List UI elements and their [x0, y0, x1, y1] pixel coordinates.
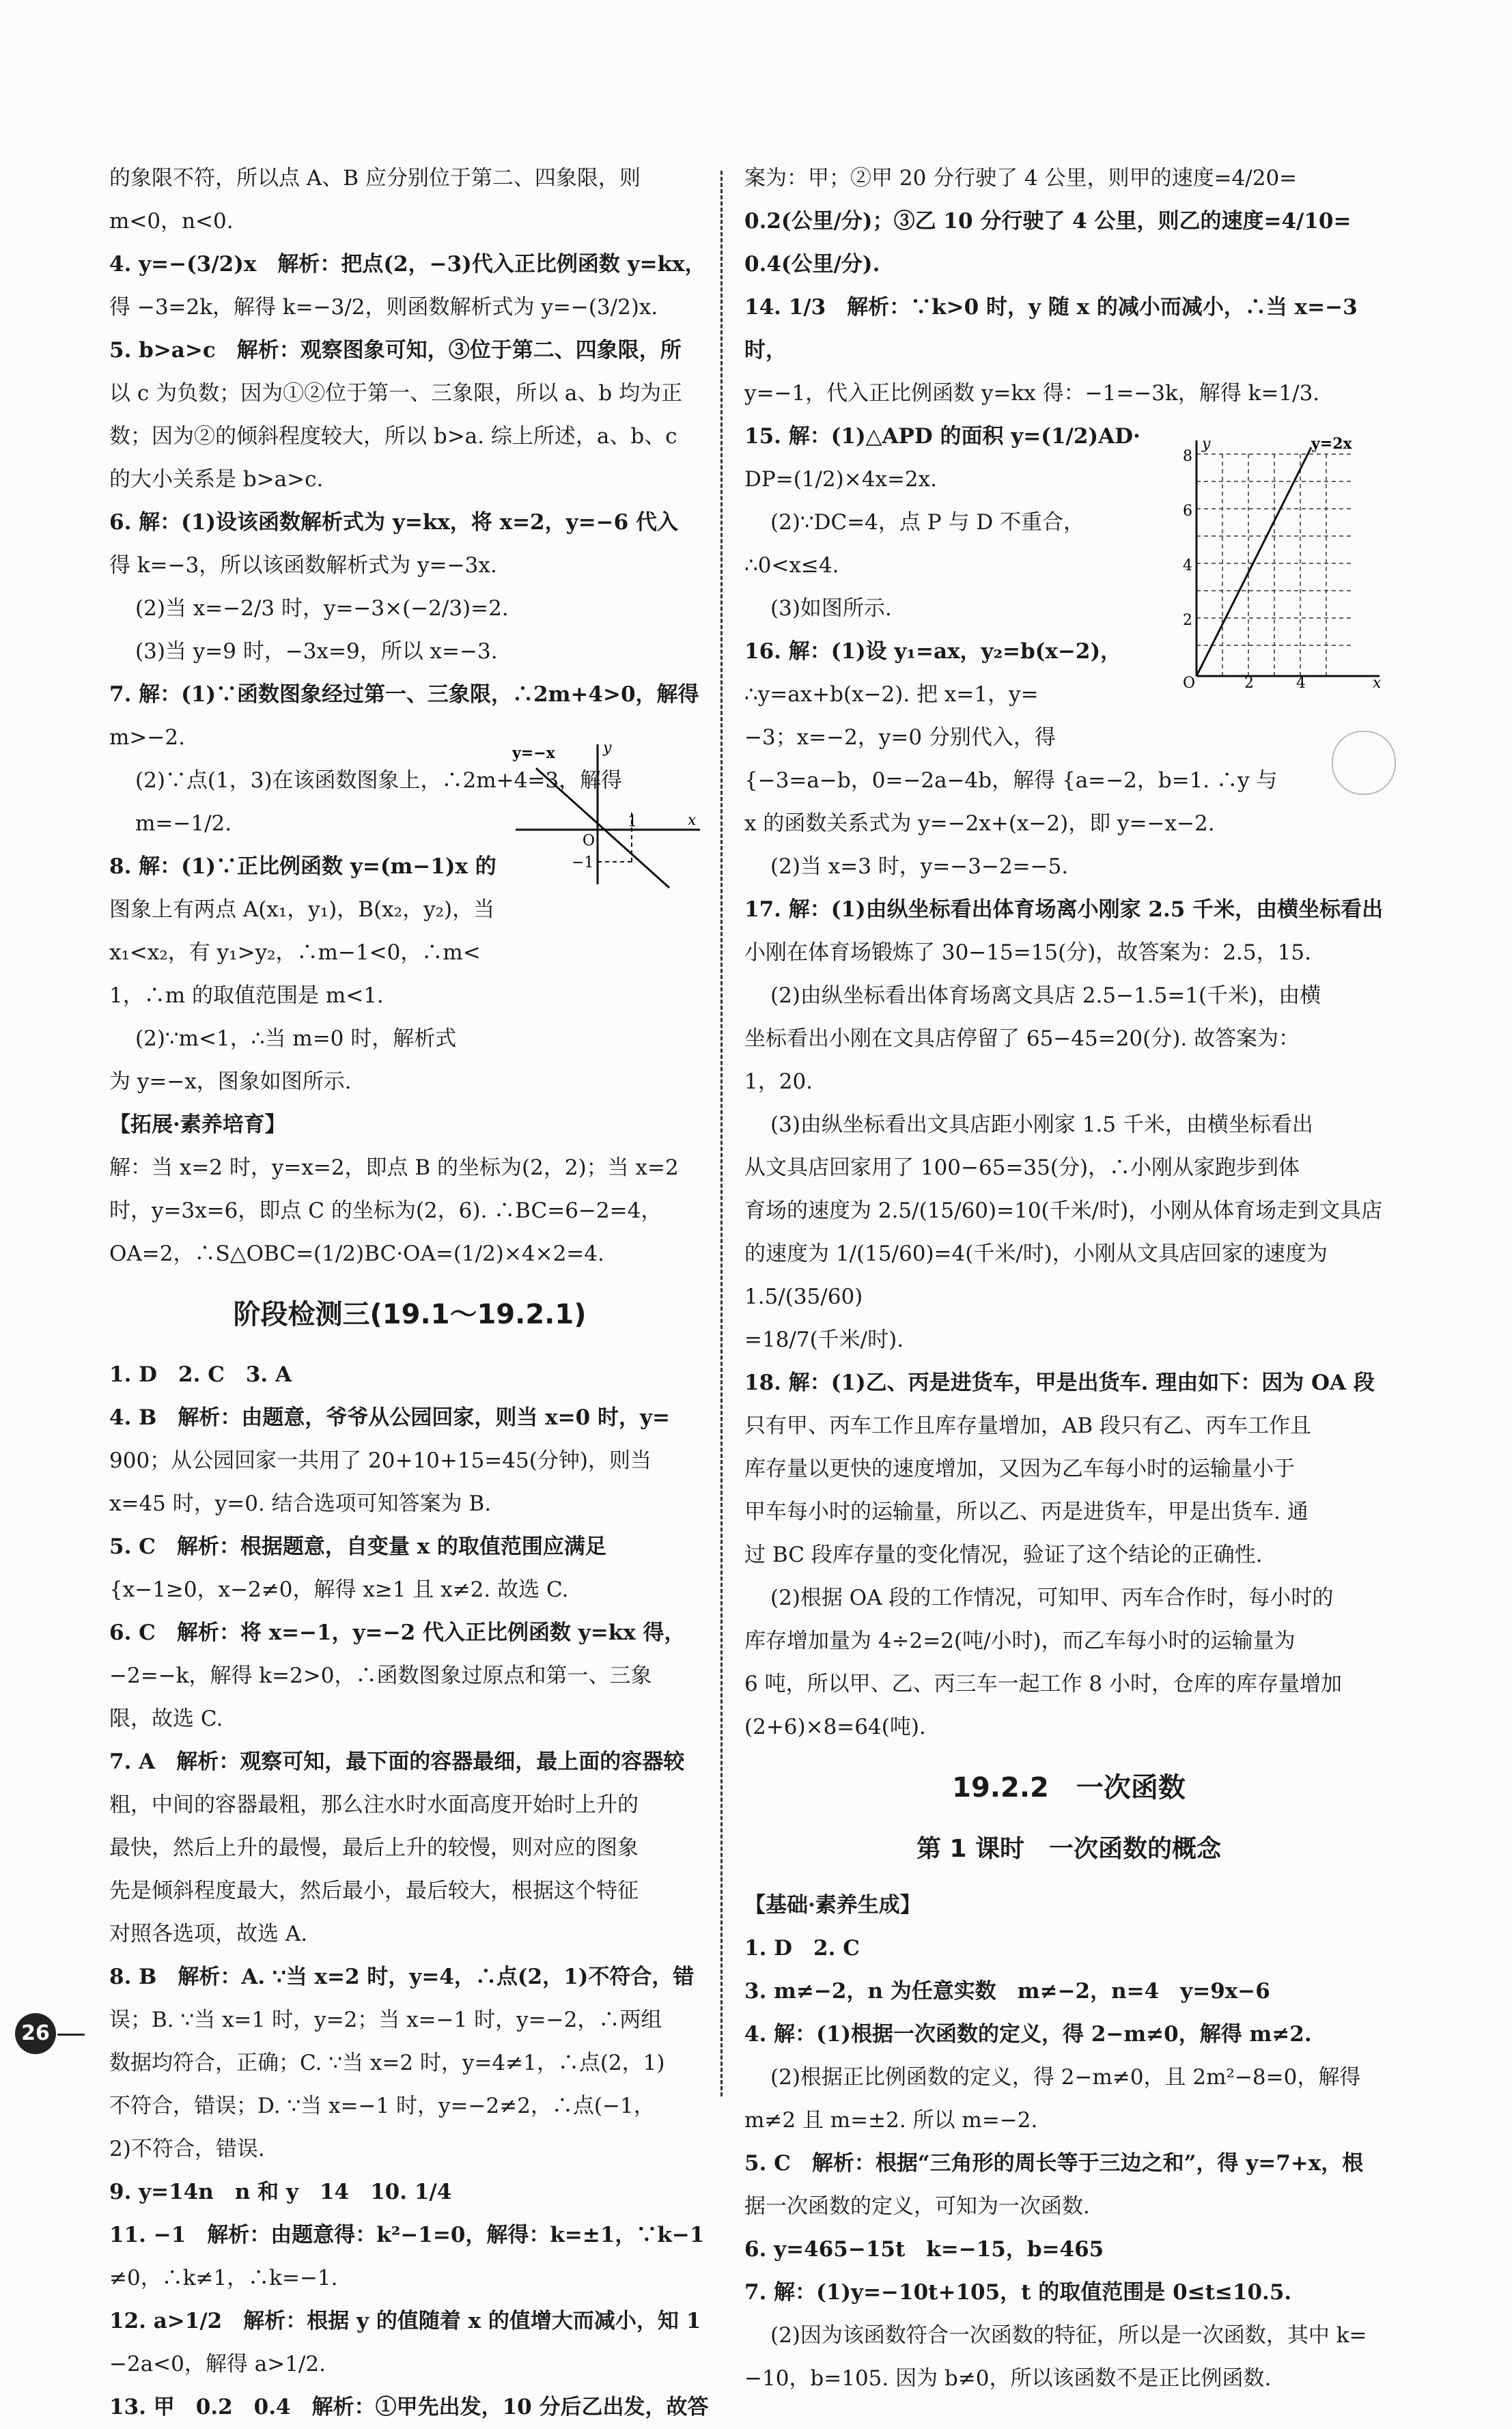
text-line: 库存增加量为 4÷2=2(吨/小时)，而乙车每小时的运输量为	[744, 1629, 1296, 1653]
text-line: 4. 解：(1)根据一次函数的定义，得 2−m≠0，解得 m≠2.	[744, 2022, 1312, 2047]
text-line: ∴0<x≤4.	[744, 553, 839, 578]
text-line: 得 −3=2k，解得 k=−3/2，则函数解析式为 y=−(3/2)x.	[109, 295, 658, 320]
text-line: 案为：甲；②甲 20 分行驶了 4 公里，则甲的速度=4/20=	[744, 166, 1298, 191]
text-line: 6. y=465−15t k=−15，b=465	[744, 2237, 1104, 2262]
text-line: 9. y=14n n 和 y 14 10. 1/4	[109, 2180, 452, 2204]
right-text-block	[744, 157, 1393, 1749]
text-line: (2)根据 OA 段的工作情况，可知甲、丙车合作时，每小时的	[770, 1586, 1334, 1610]
y-tick-neg1: −1	[572, 854, 594, 871]
text-line: (2)根据正比例函数的定义，得 2−m≠0，且 2m²−8=0，解得	[770, 2065, 1361, 2090]
origin-label: O	[1183, 675, 1196, 690]
line-y-neg-x	[536, 768, 669, 888]
text-line: 4. B 解析：由题意，爷爷从公园回家，则当 x=0 时，y=	[109, 1405, 670, 1430]
text-line: {−3=a−b，0=−2a−4b，解得 {a=−2，b=1. ∴y 与	[744, 768, 1278, 793]
section-title: 19.2.2 一次函数	[952, 1772, 1186, 1803]
text-line: m>−2.	[109, 725, 185, 750]
text-line: 只有甲、丙车工作且库存量增加，AB 段只有乙、丙车工作且	[744, 1414, 1312, 1438]
text-line: 0.4(公里/分).	[744, 252, 880, 277]
text-line: 17. 解：(1)由纵坐标看出体育场离小刚家 2.5 千米，由横坐标看出	[744, 897, 1384, 922]
stamp-seal	[1332, 731, 1396, 795]
y-tick-8: 8	[1183, 448, 1192, 465]
text-line: m≠2 且 m=±2. 所以 m=−2.	[744, 2108, 1038, 2133]
text-line: −2=−k，解得 k=2>0，∴函数图象过原点和第一、三象	[109, 1663, 652, 1688]
text-line: 数据均符合，正确；C. ∵当 x=2 时，y=4≠1，∴点(2，1)	[109, 2051, 665, 2075]
text-line: x=45 时，y=0. 结合选项可知答案为 B.	[109, 1491, 492, 1516]
text-line: (3)如图所示.	[770, 596, 892, 621]
text-line: 限，故选 C.	[109, 1707, 223, 1731]
text-line: 育场的速度为 2.5/(15/60)=10(千米/时)，小刚从体育场走到文具店	[744, 1198, 1383, 1223]
text-line: 的象限不符，所以点 A、B 应分别位于第二、四象限，则	[109, 166, 641, 191]
text-line: 数；因为②的倾斜程度较大，所以 b>a. 综上所述，a、b、c	[109, 424, 677, 449]
text-line: (3)由纵坐标看出文具店距小刚家 1.5 千米，由横坐标看出	[770, 1112, 1313, 1137]
left-text-block-2	[109, 1353, 710, 2429]
text-line: y=−1，代入正比例函数 y=kx 得：−1=−3k，解得 k=1/3.	[744, 381, 1320, 406]
text-line: 时，y=3x=6，即点 C 的坐标为(2，6). ∴BC=6−2=4，	[109, 1198, 662, 1223]
text-line: (2)因为该函数符合一次函数的特征，所以是一次函数，其中 k=	[770, 2323, 1367, 2348]
text-line: 过 BC 段库存量的变化情况，验证了这个结论的正确性.	[744, 1543, 1263, 1567]
text-line: 最快，然后上升的最慢，最后上升的较慢，则对应的图象	[109, 1836, 639, 1860]
text-line: 库存量以更快的速度增加，又因为乙车每小时的运输量小于	[744, 1457, 1295, 1481]
text-line: 小刚在体育场锻炼了 30−15=15(分)，故答案为：2.5，15.	[744, 940, 1311, 965]
text-line: −10，b=105. 因为 b≠0，所以该函数不是正比例函数.	[744, 2366, 1272, 2391]
left-text-block	[109, 157, 710, 1276]
text-line: (2)∵点(1，3)在该函数图象上，∴2m+4=3，解得 m=−1/2.	[135, 768, 623, 836]
text-line: 的大小关系是 b>a>c.	[109, 467, 324, 492]
text-line: m<0，n<0.	[109, 209, 234, 234]
text-line: 6. C 解析：将 x=−1，y=−2 代入正比例函数 y=kx 得，	[109, 1620, 686, 1645]
text-line: (2)当 x=3 时，y=−3−2=−5.	[770, 854, 1069, 879]
text-line: DP=(1/2)×4x=2x.	[744, 467, 937, 492]
text-line: 2)不符合，错误.	[109, 2137, 265, 2161]
text-line: 5. C 解析：根据题意，自变量 x 的取值范围应满足	[109, 1534, 606, 1559]
text-line: 7. 解：(1)y=−10t+105，t 的取值范围是 0≤t≤10.5.	[744, 2280, 1292, 2305]
text-line: ≠0，∴k≠1，∴k=−1.	[109, 2266, 338, 2290]
text-line: 900；从公园回家一共用了 20+10+15=45(分钟)，则当	[109, 1448, 652, 1473]
text-line: 的速度为 1/(15/60)=4(千米/时)，小刚从文具店回家的速度为 1.5/(35/60)	[744, 1241, 1328, 1309]
grid	[1196, 454, 1352, 676]
text-line: 11. −1 解析：由题意得：k²−1=0，解得：k=±1，∵k−1	[109, 2223, 705, 2247]
text-line: 1，20.	[744, 1069, 813, 1094]
text-line: =18/7(千米/时).	[744, 1328, 904, 1352]
text-line: 甲车每小时的运输量，所以乙、丙是进货车，甲是出货车. 通	[744, 1500, 1308, 1524]
text-line: 不符合，错误；D. ∵当 x=−1 时，y=−2≠2，∴点(−1，	[109, 2094, 655, 2118]
text-line: 得 k=−3，所以该函数解析式为 y=−3x.	[109, 553, 497, 578]
text-line: 误；B. ∵当 x=1 时，y=2；当 x=−1 时，y=−2，∴两组	[109, 2008, 662, 2032]
text-line: 从文具店回家用了 100−65=35(分)，∴小刚从家跑步到体	[744, 1155, 1300, 1180]
x-axis-label: x	[1373, 675, 1382, 690]
graph-y-2x	[1181, 434, 1386, 690]
x-tick-1: 1	[628, 813, 637, 830]
right-text-block-2	[744, 1884, 1393, 2400]
text-line: (2)当 x=−2/3 时，y=−3×(−2/3)=2.	[135, 596, 509, 621]
text-line: −3；x=−2，y=0 分别代入，得	[744, 725, 1056, 750]
y-axis-label: y	[1202, 436, 1211, 453]
text-line: (2)由纵坐标看出体育场离文具店 2.5−1.5=1(千米)，由横	[770, 983, 1321, 1008]
text-line: 6. 解：(1)设该函数解析式为 y=kx，将 x=2，y=−6 代入	[109, 510, 678, 535]
page-number-rule	[57, 2034, 85, 2036]
text-line: 7. 解：(1)∵函数图象经过第一、三象限，∴2m+4>0，解得	[109, 682, 699, 707]
text-line: 5. b>a>c 解析：观察图象可知，③位于第二、四象限，所	[109, 338, 682, 363]
y-tick-4: 4	[1183, 557, 1192, 574]
page-number: 26	[15, 2013, 56, 2054]
text-line: 以 c 为负数；因为①②位于第一、三象限，所以 a、b 均为正	[109, 381, 683, 406]
text-line: 13. 甲 0.2 0.4 解析：①甲先出发，10 分后乙出发，故答	[109, 2395, 709, 2419]
y-tick-2: 2	[1183, 612, 1192, 629]
text-line: 解：当 x=2 时，y=x=2，即点 B 的坐标为(2，2)；当 x=2	[109, 1155, 679, 1180]
x-tick-2: 2	[1244, 675, 1254, 690]
text-line: x 的函数关系式为 y=−2x+(x−2)，即 y=−x−2.	[744, 811, 1215, 836]
text-line: 8. B 解析：A. ∵当 x=2 时，y=4，∴点(2，1)不符合，错	[109, 1965, 695, 1989]
text-line: 为 y=−x，图象如图所示.	[109, 1069, 352, 1094]
text-line: 图象上有两点 A(x₁，y₁)，B(x₂，y₂)，当	[109, 897, 495, 922]
text-line: (3)当 y=9 时，−3x=9，所以 x=−3.	[135, 639, 498, 664]
y-axis-label: y	[603, 740, 612, 757]
text-line: 粗，中间的容器最粗，那么注水时水面高度开始时上升的	[109, 1793, 639, 1817]
text-line: 6 吨，所以甲、乙、丙三车一起工作 8 小时，仓库的库存量增加	[744, 1672, 1343, 1696]
text-line: 12. a>1/2 解析：根据 y 的值随着 x 的值增大而减小，知 1	[109, 2309, 701, 2333]
graph-label: y=−x	[512, 744, 555, 762]
section-heading: 阶段检测三(19.1～19.2.1)	[233, 1299, 587, 1330]
text-line: 0.2(公里/分)；③乙 10 分行驶了 4 公里，则乙的速度=4/10=	[744, 209, 1352, 234]
text-line: x₁<x₂，有 y₁>y₂，∴m−1<0，∴m<	[109, 940, 481, 965]
x-axis-label: x	[688, 812, 697, 829]
text-line: 1. D 2. C 3. A	[109, 1362, 292, 1387]
text-line: (2)∵m<1，∴当 m=0 时，解析式	[135, 1026, 457, 1051]
text-line: 14. 1/3 解析：∵k>0 时，y 随 x 的减小而减小，∴当 x=−3 时，	[744, 295, 1358, 363]
text-line: 对照各选项，故选 A.	[109, 1922, 308, 1946]
text-line: 15. 解：(1)△APD 的面积 y=(1/2)AD·	[744, 424, 1140, 449]
text-line: (2+6)×8=64(吨).	[744, 1715, 926, 1739]
text-line: −2a<0，解得 a>1/2.	[109, 2352, 326, 2376]
x-tick-4: 4	[1296, 675, 1306, 690]
y-tick-6: 6	[1183, 503, 1192, 520]
origin-label: O	[583, 832, 596, 850]
text-line: 5. C 解析：根据“三角形的周长等于三边之和”，得 y=7+x，根	[744, 2151, 1364, 2176]
text-line: 据一次函数的定义，可知为一次函数.	[744, 2194, 1090, 2219]
text-line: (2)∵DC=4，点 P 与 D 不重合，	[770, 510, 1085, 535]
text-line: OA=2，∴S△OBC=(1/2)BC·OA=(1/2)×4×2=4.	[109, 1241, 604, 1266]
text-line: 1. D 2. C	[744, 1936, 860, 1961]
text-line: 坐标看出小刚在文具店停留了 65−45=20(分). 故答案为：	[744, 1026, 1300, 1051]
text-line: 8. 解：(1)∵正比例函数 y=(m−1)x 的	[109, 854, 496, 879]
text-line: 【基础·素养生成】	[744, 1893, 921, 1918]
lesson-title: 第 1 课时 一次函数的概念	[916, 1835, 1222, 1863]
text-line: 先是倾斜程度最大，然后最小，最后较大，根据这个特征	[109, 1879, 639, 1903]
left-column	[109, 157, 710, 2429]
text-line: 7. A 解析：观察可知，最下面的容器最细，最上面的容器较	[109, 1750, 685, 1774]
text-line: ∴y=ax+b(x−2). 把 x=1，y=	[744, 682, 1039, 707]
graph-y-neg-x	[509, 738, 707, 895]
text-line: 3. m≠−2，n 为任意实数 m≠−2，n=4 y=9x−6	[744, 1979, 1270, 2004]
text-line: 1，∴m 的取值范围是 m<1.	[109, 983, 384, 1008]
column-divider	[720, 171, 723, 2096]
graph-label: y=2x	[1311, 435, 1352, 453]
text-line: 18. 解：(1)乙、丙是进货车，甲是出货车. 理由如下：因为 OA 段	[744, 1371, 1375, 1395]
text-line: {x−1≥0，x−2≠0，解得 x≥1 且 x≠2. 故选 C.	[109, 1577, 569, 1602]
text-line: 4. y=−(3/2)x 解析：把点(2，−3)代入正比例函数 y=kx，	[109, 252, 706, 277]
text-line: 16. 解：(1)设 y₁=ax，y₂=b(x−2)，	[744, 639, 1122, 664]
text-line: 【拓展·素养培育】	[109, 1112, 286, 1137]
